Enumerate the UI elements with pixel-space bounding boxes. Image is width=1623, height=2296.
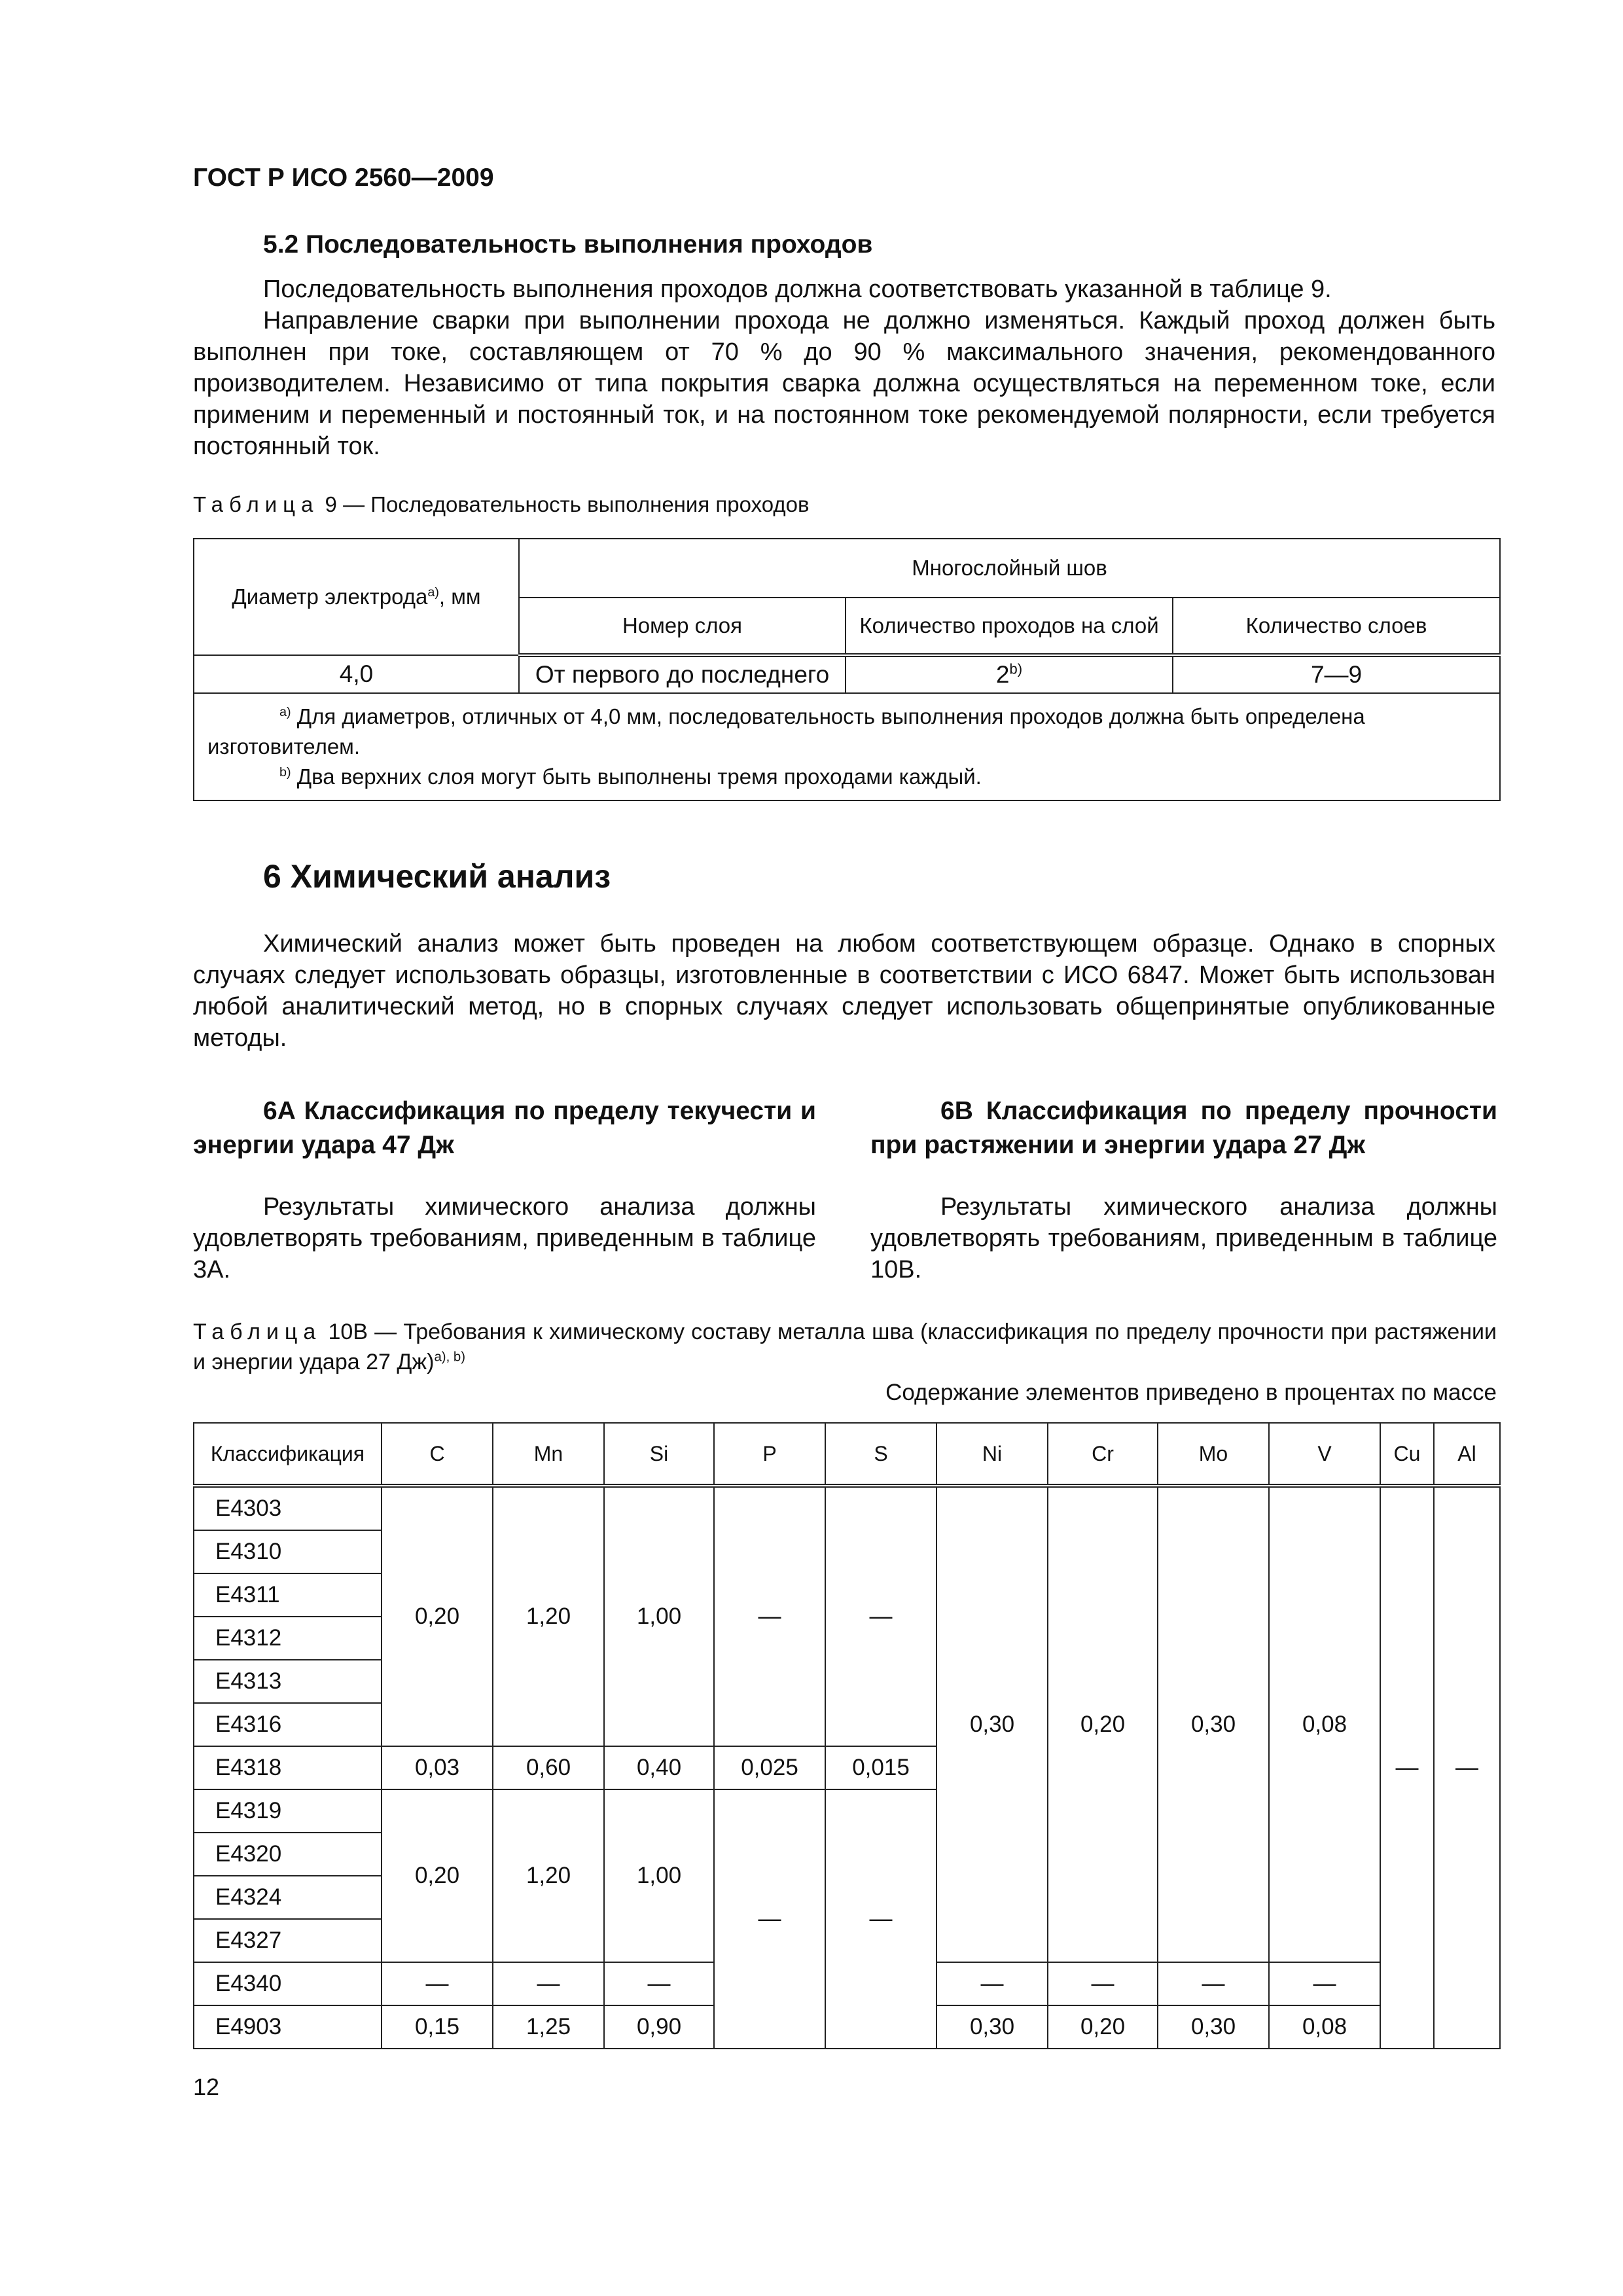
note-a: $^{a)}$ Для диаметров, отличных от 4,0 мм, последовательность выполнения проходов должна быть определена изготовителем.	[207, 704, 1365, 759]
cell-cr: 0,20	[1048, 2005, 1158, 2049]
cell-passes: 2$^{b)}$	[846, 655, 1173, 693]
section-6b-text: Результаты химического анализа должны удовлетворять требованиям, приведенным в таблице 10В.	[870, 1193, 1497, 1283]
paragraph: Последовательность выполнения проходов должна соответствовать указанной в таблице 9.	[263, 276, 1332, 303]
header-s: S	[825, 1423, 936, 1486]
cell-mo: 0,30	[1158, 2005, 1269, 2049]
cell-c: 0,15	[382, 2005, 493, 2049]
header-mo: Mo	[1158, 1423, 1269, 1486]
cell-class: E4327	[194, 1919, 382, 1962]
table-10b-units: Содержание элементов приведено в процентах по массе	[885, 1380, 1497, 1405]
cell-mo: —	[1158, 1962, 1269, 2005]
cell-si: 0,40	[604, 1746, 714, 1789]
note-b: $^{b)}$ Два верхних слоя могут быть выполнены тремя проходами каждый.	[279, 764, 982, 789]
cell-v: 0,08	[1269, 2005, 1380, 2049]
table-10b	[193, 1422, 1501, 2049]
cell-ni: —	[936, 1962, 1048, 2005]
header-c: C	[382, 1423, 493, 1486]
table-10b-caption: Таблица 10В — Требования к химическому составу металла шва (классификация по пределу прочности при растяжении и энергии удара 27 Дж)$^{a), b)}$	[193, 1319, 1497, 1374]
cell-cu: —	[1380, 1486, 1434, 2049]
cell-mn: 1,20	[493, 1486, 604, 1746]
section-5-2-title: 5.2 Последовательность выполнения проходов	[263, 230, 873, 259]
table-9-notes	[194, 693, 1500, 800]
cell-ni: 0,30	[936, 2005, 1048, 2049]
table-9	[193, 538, 1501, 801]
table-header-row	[194, 1423, 1500, 1486]
cell-v: —	[1269, 1962, 1380, 2005]
header-al: Al	[1434, 1423, 1500, 1486]
cell-p: —	[714, 1789, 825, 2049]
header-mn: Mn	[493, 1423, 604, 1486]
header-cr: Cr	[1048, 1423, 1158, 1486]
cell-c: 0,20	[382, 1789, 493, 1962]
cell-class: E4340	[194, 1962, 382, 2005]
cell-class: E4324	[194, 1876, 382, 1919]
cell-cr: 0,20	[1048, 1486, 1158, 1962]
cell-diameter: 4,0	[194, 655, 519, 693]
cell-p: 0,025	[714, 1746, 825, 1789]
cell-s: 0,015	[825, 1746, 936, 1789]
cell-al: —	[1434, 1486, 1500, 2049]
header-cu: Cu	[1380, 1423, 1434, 1486]
cell-class: E4312	[194, 1617, 382, 1660]
cell-mn: 1,20	[493, 1789, 604, 1962]
section-6b-title: 6В Классификация по пределу прочности при растяжении и энергии удара 27 Дж	[870, 1097, 1497, 1159]
cell-v: 0,08	[1269, 1486, 1380, 1962]
header-ni: Ni	[936, 1423, 1048, 1486]
cell-cr: —	[1048, 1962, 1158, 2005]
section-6-text	[193, 928, 1495, 1054]
cell-mn: 0,60	[493, 1746, 604, 1789]
header-layer-count: Количество слоев	[1173, 598, 1500, 655]
header-p: P	[714, 1423, 825, 1486]
cell-c: 0,20	[382, 1486, 493, 1746]
cell-layer: От первого до последнего	[519, 655, 846, 693]
cell-c: 0,03	[382, 1746, 493, 1789]
cell-class: E4313	[194, 1660, 382, 1703]
cell-si: —	[604, 1962, 714, 2005]
header-diameter: Диаметр электрода$^{a)}$, мм	[194, 539, 519, 655]
cell-p: —	[714, 1486, 825, 1746]
section-6a-text: Результаты химического анализа должны удовлетворять требованиям, приведенным в таблице 3А.	[193, 1193, 816, 1283]
paragraph: Направление сварки при выполнении прохода не должно изменяться. Каждый проход должен быть выполнен при токе, составляющем от 70 % до 90 % максимального значения, рекомендованного производителем. Независимо от типа покрытия сварка должна осуществляться на переменном токе, если применим и переменный и постоянный ток, и на постоянном токе рекомендуемой полярности, если требуется постоянный ток.	[193, 307, 1495, 460]
cell-class: E4319	[194, 1789, 382, 1833]
cell-class: E4320	[194, 1833, 382, 1876]
header-si: Si	[604, 1423, 714, 1486]
cell-s: —	[825, 1789, 936, 2049]
header-passes-per-layer: Количество проходов на слой	[846, 598, 1173, 655]
header-multilayer: Многослойный шов	[519, 539, 1500, 598]
cell-si: 1,00	[604, 1486, 714, 1746]
cell-s: —	[825, 1486, 936, 1746]
cell-mn: —	[493, 1962, 604, 2005]
cell-ni: 0,30	[936, 1486, 1048, 1962]
header-layer-number: Номер слоя	[519, 598, 846, 655]
cell-layers: 7—9	[1173, 655, 1500, 693]
cell-si: 1,00	[604, 1789, 714, 1962]
paragraph: Химический анализ может быть проведен на любом соответствующем образце. Однако в спорных случаях следует использовать образцы, изготовленные в соответствии с ИСО 6847. Может быть использован любой аналитический метод, но в спорных случаях следует использовать общепринятые опубликованные методы.	[193, 930, 1495, 1052]
section-6-title: 6 Химический анализ	[263, 858, 611, 895]
header-v: V	[1269, 1423, 1380, 1486]
table-9-caption	[193, 492, 809, 517]
page-number: 12	[193, 2073, 220, 2100]
cell-class: E4903	[194, 2005, 382, 2049]
document-header: ГОСТ Р ИСО 2560—2009	[193, 164, 494, 192]
cell-class: E4310	[194, 1530, 382, 1573]
cell-mo: 0,30	[1158, 1486, 1269, 1962]
cell-class: E4303	[194, 1486, 382, 1530]
section-5-2-text	[193, 274, 1495, 462]
cell-class: E4316	[194, 1703, 382, 1746]
caption-label: Таблица	[193, 492, 319, 516]
section-6a-title: 6А Классификация по пределу текучести и энергии удара 47 Дж	[193, 1097, 816, 1159]
cell-class: E4311	[194, 1573, 382, 1617]
cell-class: E4318	[194, 1746, 382, 1789]
table-row	[194, 1486, 1500, 1530]
cell-si: 0,90	[604, 2005, 714, 2049]
cell-c: —	[382, 1962, 493, 2005]
caption-text: 9 — Последовательность выполнения проходов	[319, 492, 810, 516]
cell-mn: 1,25	[493, 2005, 604, 2049]
header-classification: Классификация	[194, 1423, 382, 1486]
